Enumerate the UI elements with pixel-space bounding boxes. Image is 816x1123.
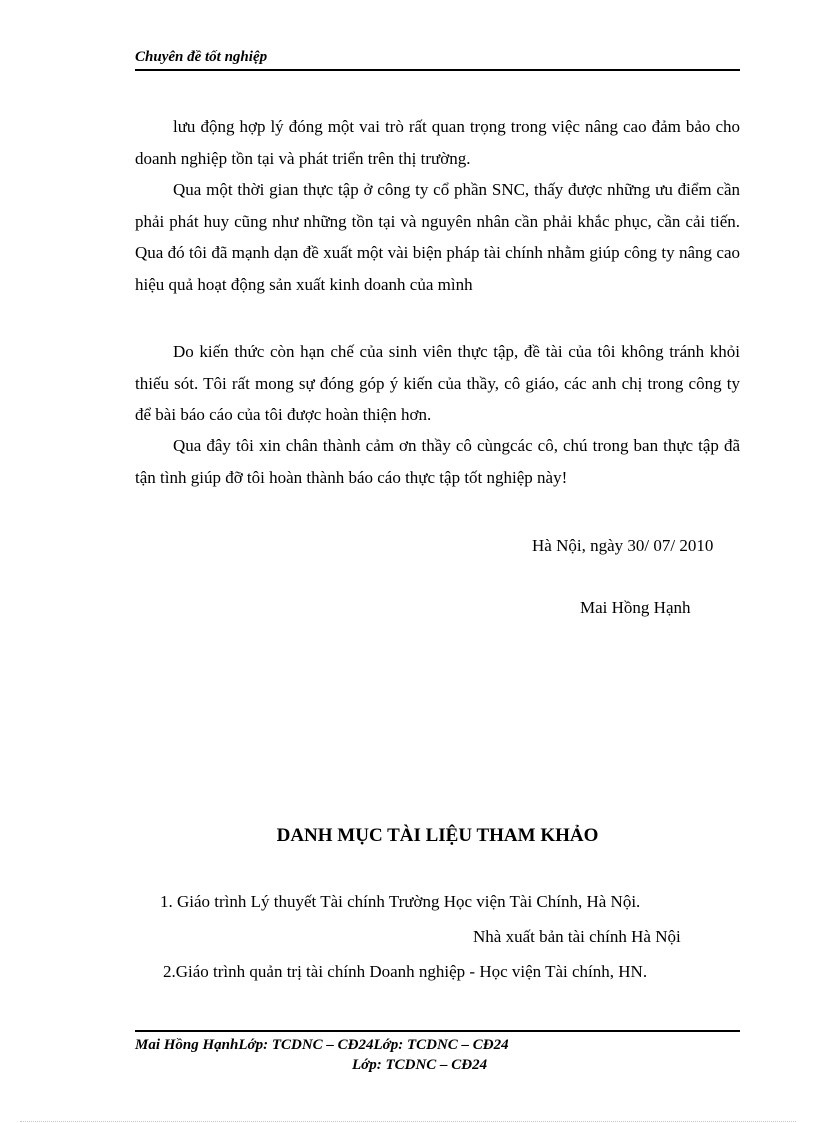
paragraph-2: Qua một thời gian thực tập ở công ty cổ phần SNC, thấy được những ưu điểm cần phải phát huy cũng như những tồn tại và nguyên nhân cần phải khắc phục, cần cải tiến. Qua đó tôi đã mạnh dạn đề xuất một vài biện pháp tài chính nhằm giúp công ty nâng cao hiệu quả hoạt động sản xuất kinh doanh của mình [135, 180, 740, 294]
references-heading: DANH MỤC TÀI LIỆU THAM KHẢO [276, 825, 599, 846]
footer-line-2: Lớp: TCDNC – CĐ24 [352, 1057, 488, 1073]
page-bottom-dotted-line [20, 1121, 796, 1122]
signoff-name: Mai Hồng Hạnh [580, 598, 691, 617]
paragraph-1: lưu động hợp lý đóng một vai trò rất quan trọng trong việc nâng cao đảm bảo cho doanh nghiệp tồn tại và phát triển trên thị trường. [135, 117, 740, 168]
page-header-title: Chuyên đề tốt nghiệp [135, 49, 268, 65]
reference-item-1-line-1: 1. Giáo trình Lý thuyết Tài chính Trường Học viện Tài Chính, Hà Nội. [160, 892, 641, 911]
paragraph-4: Qua đây tôi xin chân thành cảm ơn thầy cô cùngcác cô, chú trong ban thực tập đã tận tình giúp đỡ tôi hoàn thành báo cáo thực tập tốt nghiệp này! [135, 436, 740, 487]
footer-divider [135, 1030, 740, 1032]
signoff-date: Hà Nội, ngày 30/ 07/ 2010 [532, 536, 714, 555]
reference-item-1-line-2: Nhà xuất bản tài chính Hà Nội [473, 927, 681, 946]
reference-item-2: 2.Giáo trình quản trị tài chính Doanh nghiệp - Học viện Tài chính, HN. [163, 962, 648, 981]
footer-line-1: Mai Hồng HạnhLớp: TCDNC – CĐ24Lớp: TCDNC – CĐ24 [135, 1037, 509, 1053]
paragraph-3: Do kiến thức còn hạn chế của sinh viên thực tập, đề tài của tôi không tránh khỏi thiếu sót. Tôi rất mong sự đóng góp ý kiến của thầy, cô giáo, các anh chị trong công ty để bài báo cáo của tôi được hoàn thiện hơn. [135, 342, 740, 424]
header-divider [135, 69, 740, 71]
